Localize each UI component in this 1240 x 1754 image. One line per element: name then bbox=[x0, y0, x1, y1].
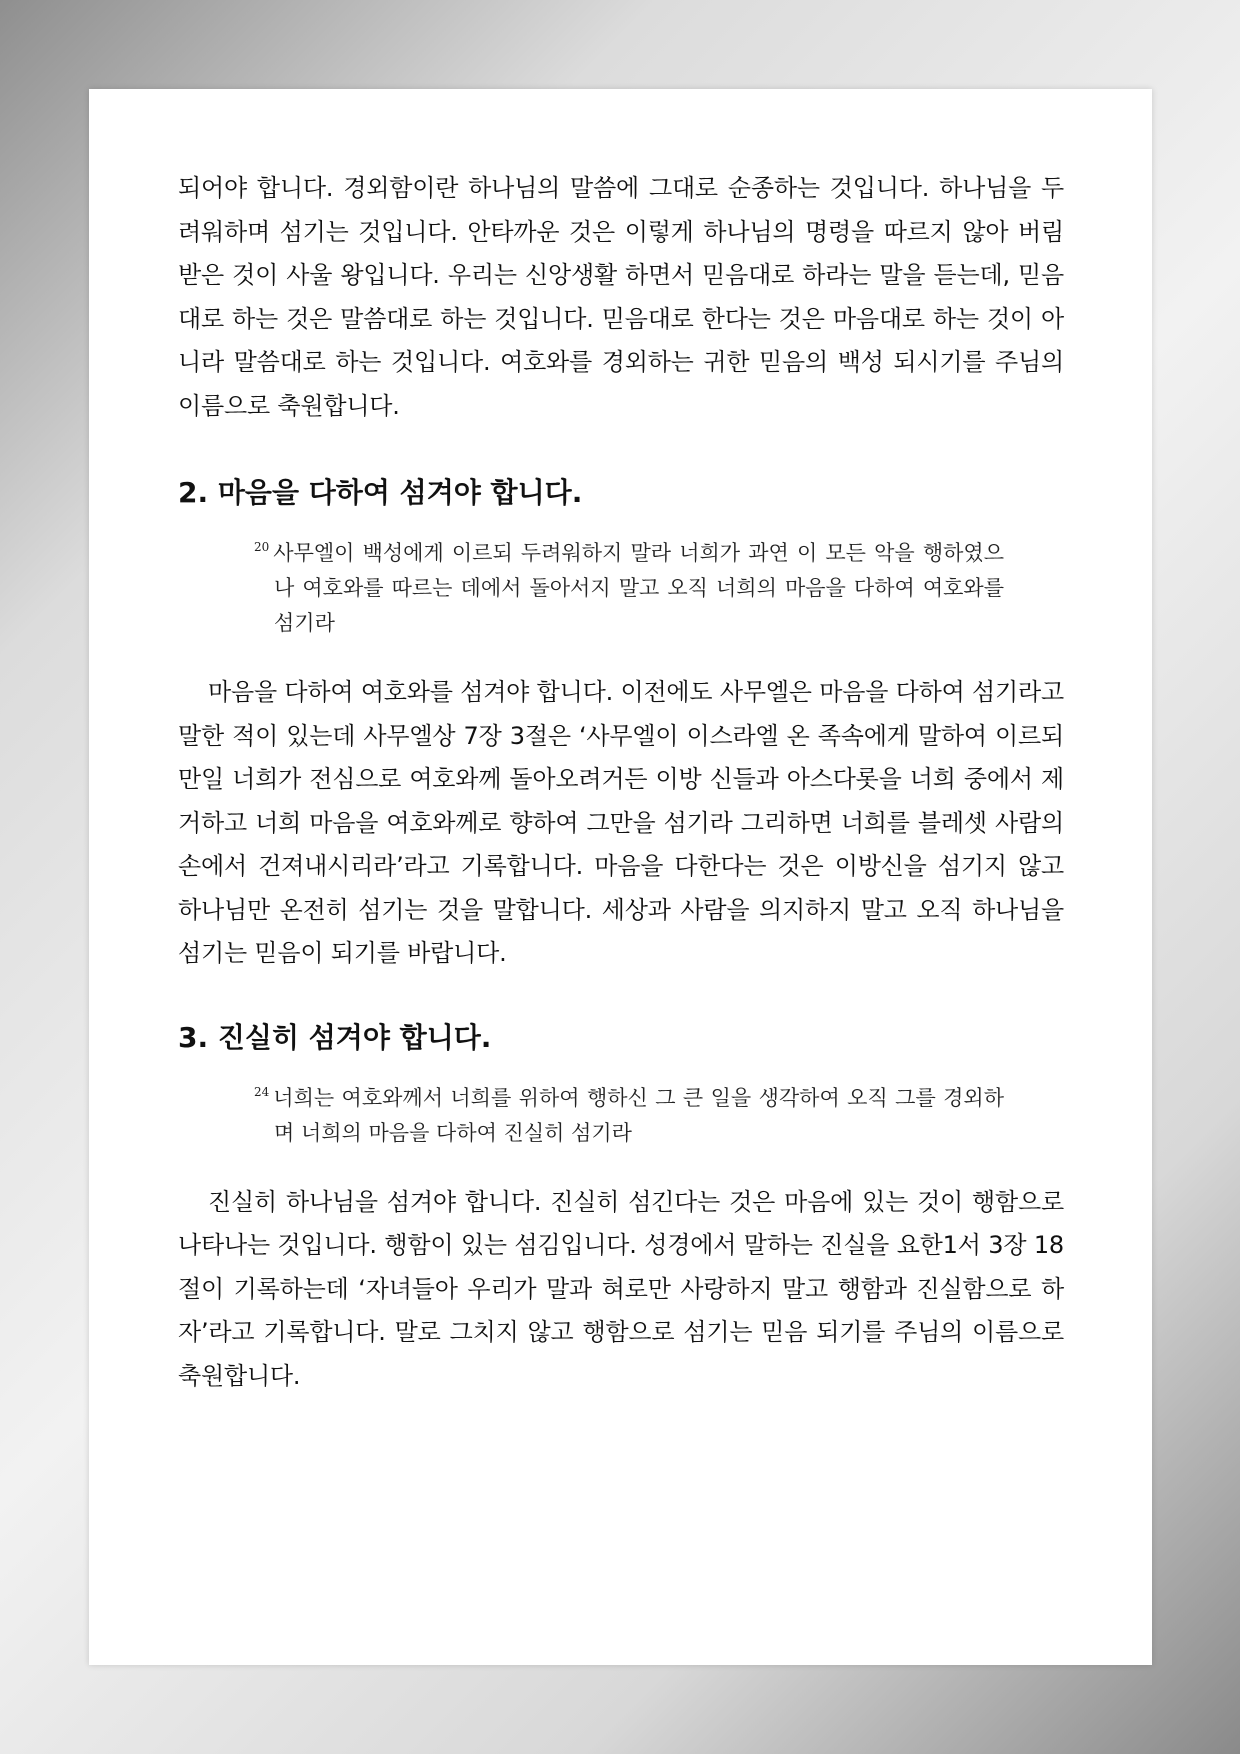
section-3-paragraph: 진실히 하나님을 섬겨야 합니다. 진실히 섬긴다는 것은 마음에 있는 것이 행함으로 나타나는 것입니다. 행함이 있는 섬김입니다. 성경에서 말하는 진실을 요한1서 3장 18절이 기록하는데 ‘자녀들아 우리가 말과 혀로만 사랑하지 말고 행함과 진실함으로 하자’라고 기록합니다. 말로 그치지 않고 행함으로 섬기는 믿음 되기를 주님의 이름으로 축원합니다. bbox=[178, 1187, 1064, 1390]
section-3-verse bbox=[254, 1075, 1004, 1151]
verse-text: 사무엘이 백성에게 이르되 두려워하지 말라 너희가 과연 이 모든 악을 행하였으나 여호와를 따르는 데에서 돌아서지 말고 오직 너희의 마음을 다하여 여호와를 섬기라 bbox=[273, 541, 1004, 635]
intro-paragraph: 되어야 합니다. 경외함이란 하나님의 말씀에 그대로 순종하는 것입니다. 하나님을 두려워하며 섬기는 것입니다. 안타까운 것은 이렇게 하나님의 명령을 따르지 않아 버림받은 것이 사울 왕입니다. 우리는 신앙생활 하면서 믿음대로 하라는 말을 듣는데, 믿음 대로 하는 것은 말씀대로 하는 것입니다. 믿음대로 한다는 것은 마음대로 하는 것이 아니라 말씀대로 하는 것입니다. 여호와를 경외하는 귀한 믿음의 백성 되시기를 주님의 이름으로 축원합니다. bbox=[178, 174, 1064, 420]
verse-number: 20 bbox=[254, 540, 270, 554]
verse-number: 24 bbox=[254, 1084, 270, 1099]
page-content bbox=[178, 167, 1064, 1398]
section-2-heading: 2. 마음을 다하여 섬겨야 합니다. bbox=[178, 476, 583, 509]
section-3-heading: 3. 진실히 섬겨야 합니다. bbox=[178, 1020, 492, 1054]
section-2-paragraph: 마음을 다하여 여호와를 섬겨야 합니다. 이전에도 사무엘은 마음을 다하여 섬기라고 말한 적이 있는데 사무엘상 7장 3절은 ‘사무엘이 이스라엘 온 족속에게 말하여 이르되 만일 너희가 전심으로 여호와께 돌아오려거든 이방 신들과 아스다롯을 너희 중에서 제거하고 너희 마음을 여호와께로 향하여 그만을 섬기라 그리하면 너희를 블레셋 사람의 손에서 건져내시리라’라고 기록합니다. 마음을 다한다는 것은 이방신을 섬기지 않고 하나님만 온전히 섬기는 것을 말합니다. 세상과 사람을 의지하지 말고 오직 하나님을 섬기는 믿음이 되기를 바랍니다. bbox=[178, 678, 1064, 967]
section-2-verse bbox=[254, 530, 1004, 641]
verse-text: 너희는 여호와께서 너희를 위하여 행하신 그 큰 일을 생각하여 오직 그를 경외하며 너희의 마음을 다하여 진실히 섬기라 bbox=[273, 1085, 1004, 1145]
document-page bbox=[89, 89, 1152, 1665]
